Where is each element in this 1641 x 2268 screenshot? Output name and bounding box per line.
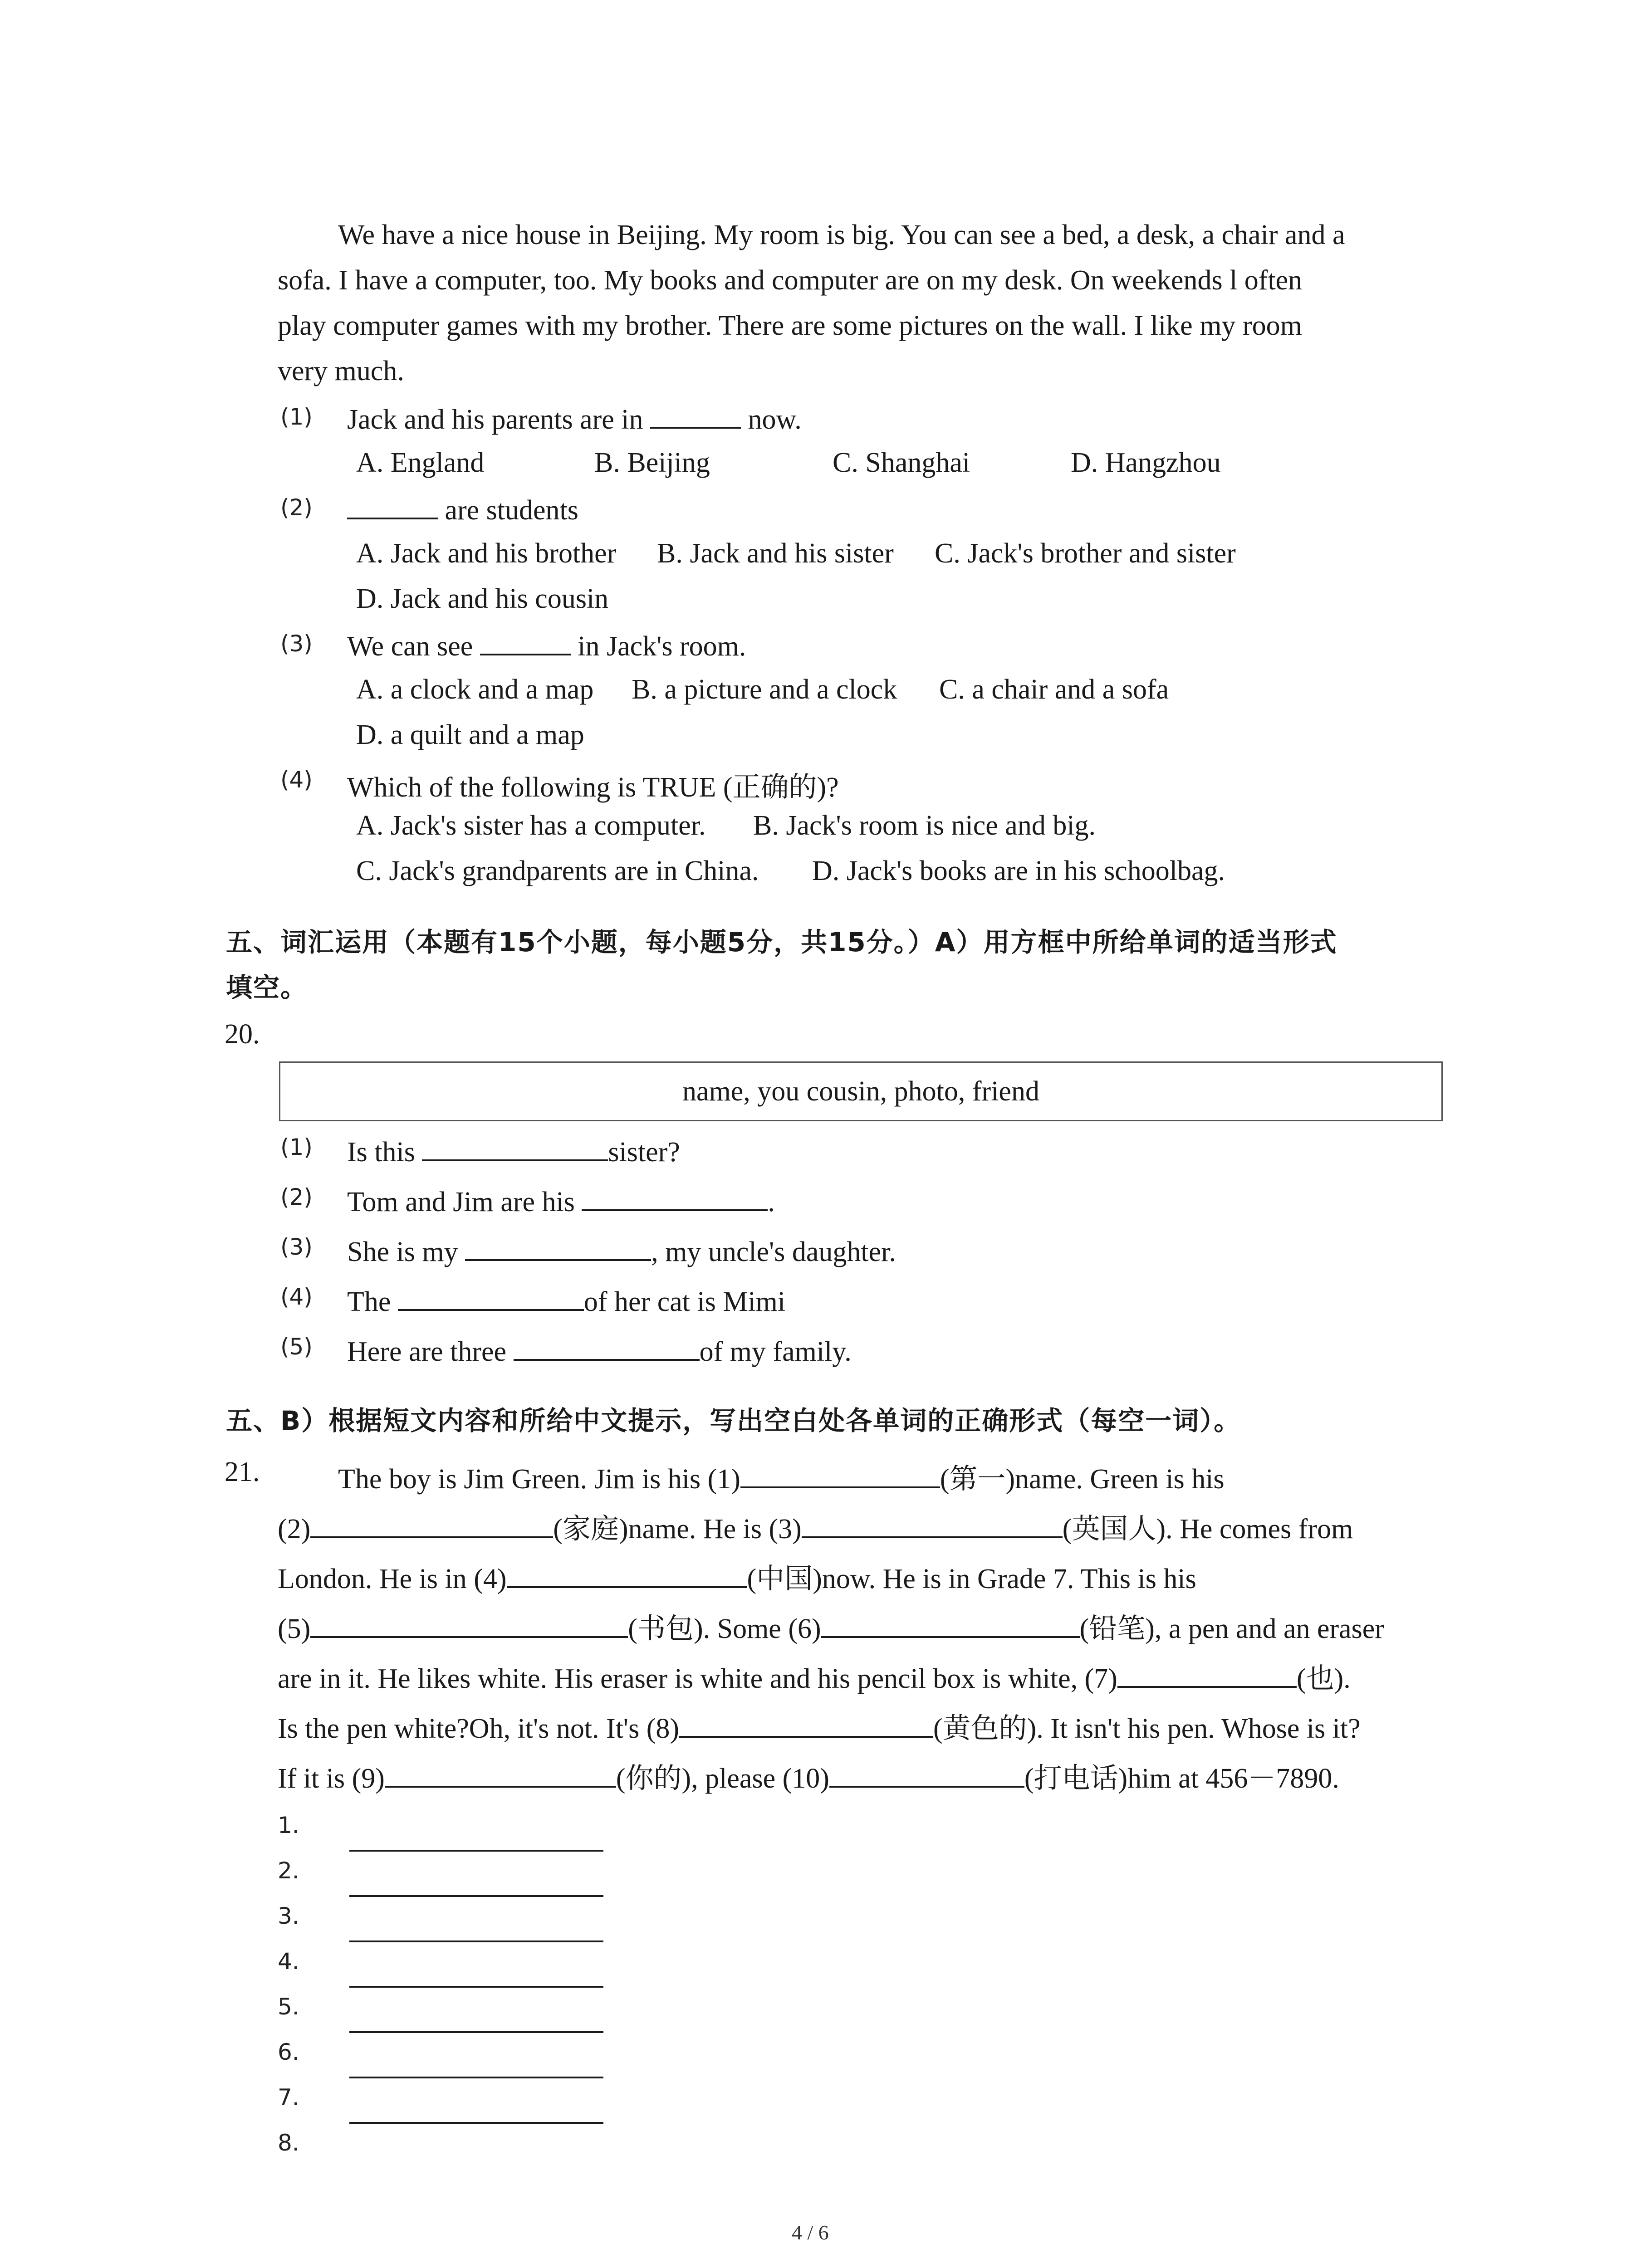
answer-blank [582,1184,768,1211]
answer-blank [821,1611,1080,1638]
cloze-line [278,1506,1353,1546]
cloze-text: (铅笔), a pen and an eraser [1079,1613,1384,1644]
fill-item [347,1134,680,1168]
passage-line: sofa. I have a computer, too. My books and computer are on my desk. On weekends l often [278,265,1303,296]
answer-blank [650,401,741,429]
passage-line: very much. [278,356,404,386]
answer-number: 3. [278,1903,299,1929]
word-box [279,1061,1443,1121]
answer-blank [679,1711,933,1738]
cloze-text: (书包). Some (6) [628,1613,821,1644]
answer-blank [310,1611,628,1638]
item-number: (4) [280,1284,313,1310]
question-number: (1) [280,404,313,430]
fill-item [347,1234,896,1268]
item-text: of my family. [699,1336,852,1367]
option: A. Jack and his brother [356,538,617,569]
question-number: (3) [280,631,313,657]
option: B. Beijing [594,447,710,478]
item-number: (5) [280,1334,313,1360]
option: D. Jack's books are in his schoolbag. [812,855,1225,886]
answer-blank [465,1234,651,1261]
cloze-text: (中国)now. He is in Grade 7. This is his [747,1564,1196,1594]
passage-line: play computer games with my brother. There are some pictures on the wall. I like my room [278,310,1302,341]
answer-blank [347,492,438,519]
fill-item [347,1334,852,1368]
question-stem [347,492,578,527]
cloze-text: If it is (9) [278,1763,385,1794]
stem-text: are students [438,495,578,526]
question-stem [347,628,746,663]
answer-blank [829,1760,1024,1788]
item-text: , my uncle's daughter. [651,1237,896,1267]
option: D. Hangzhou [1071,447,1221,478]
cloze-line [278,1556,1196,1596]
answer-number: 6. [278,2039,299,2065]
option: D. a quilt and a map [356,719,584,750]
option: C. Jack's grandparents are in China. [356,855,759,886]
answer-line [349,1850,603,1852]
option: C. Shanghai [833,447,970,478]
item-text: of her cat is Mimi [583,1286,786,1317]
answer-blank [480,628,571,655]
question-number: (4) [280,767,313,793]
item-number: (1) [280,1134,313,1160]
section-heading: 填空。 [226,972,308,1003]
section-heading: 五、词汇运用（本题有15个小题，每小题5分，共15分。）A）用方框中所给单词的适当形式 [226,927,1337,958]
cloze-text: (家庭)name. He is (3) [553,1514,802,1545]
answer-blank [385,1760,616,1788]
item-text: The [347,1286,398,1317]
cloze-text: are in it. He likes white. His eraser is white and his pencil box is white, (7) [278,1663,1117,1694]
cloze-text: The boy is Jim Green. Jim is his (1) [338,1464,740,1495]
option: C. Jack's brother and sister [935,538,1236,569]
question-number: 21. [225,1457,260,1487]
cloze-text: (5) [278,1613,311,1644]
passage-line: We have a nice house in Beijing. My room is big. You can see a bed, a desk, a chair and a [338,220,1345,250]
item-text: Here are three [347,1336,514,1367]
item-text: Is this [347,1137,422,1168]
cloze-line [278,1656,1351,1696]
question-number: 20. [225,1019,260,1050]
cloze-text: London. He is in (4) [278,1564,507,1594]
option: A. England [356,447,485,478]
fill-item [347,1284,785,1318]
cloze-line [278,1706,1361,1746]
option: C. a chair and a sofa [939,674,1169,705]
answer-blank [740,1461,940,1488]
cloze-text: (英国人). He comes from [1062,1514,1353,1545]
option: A. a clock and a map [356,674,594,705]
cloze-text: (第一)name. Green is his [940,1464,1225,1495]
stem-text: now. [740,404,802,435]
item-text: She is my [347,1237,465,1267]
answer-line [349,2122,603,2124]
stem-text: in Jack's room. [570,631,746,662]
cloze-line [278,1606,1384,1646]
cloze-line [338,1456,1225,1496]
item-text: sister? [608,1137,680,1168]
option: B. Jack's room is nice and big. [753,810,1096,841]
option: D. Jack and his cousin [356,583,609,614]
answer-blank [802,1511,1063,1538]
item-number: (3) [280,1234,313,1260]
answer-line [349,1986,603,1988]
item-text: Tom and Jim are his [347,1187,582,1217]
answer-blank [398,1284,584,1311]
section-heading: 五、B）根据短文内容和所给中文提示，写出空白处各单词的正确形式（每空一词）。 [226,1405,1241,1436]
option: A. Jack's sister has a computer. [356,810,706,841]
cloze-text: (也). [1296,1663,1351,1694]
answer-blank [422,1134,608,1161]
fill-item [347,1184,775,1218]
cloze-text: Is the pen white?Oh, it's not. It's (8) [278,1713,680,1744]
question-stem: Which of the following is TRUE (正确的)? [347,772,839,803]
question-stem [347,401,802,436]
answer-number: 5. [278,1994,299,2020]
stem-text: We can see [347,631,480,662]
answer-number: 2. [278,1857,299,1884]
answer-blank [514,1334,700,1361]
cloze-text: (打电话)him at 456－7890. [1024,1763,1339,1794]
stem-text: Jack and his parents are in [347,404,650,435]
item-text: . [768,1187,775,1217]
answer-line [349,1941,603,1942]
word-box-text: name, you cousin, photo, friend [682,1075,1039,1107]
answer-blank [310,1511,553,1538]
question-number: (2) [280,494,313,521]
option: B. a picture and a clock [632,674,897,705]
answer-line [349,1895,603,1897]
answer-number: 1. [278,1812,299,1838]
cloze-text: (你的), please (10) [616,1763,829,1794]
answer-blank [507,1561,747,1588]
answer-number: 4. [278,1948,299,1975]
page-number: 4 / 6 [792,2221,829,2244]
answer-blank [1117,1661,1297,1688]
answer-number: 8. [278,2130,299,2156]
answer-line [349,2031,603,2033]
option: B. Jack and his sister [657,538,894,569]
answer-line [349,2077,603,2078]
item-number: (2) [280,1184,313,1210]
cloze-line [278,1755,1339,1796]
cloze-text: (黄色的). It isn't his pen. Whose is it? [933,1713,1361,1744]
answer-number: 7. [278,2084,299,2111]
cloze-text: (2) [278,1514,311,1545]
